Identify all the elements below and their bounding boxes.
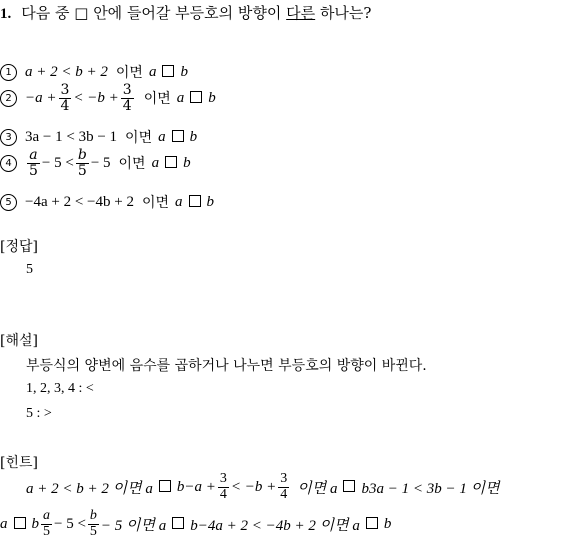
fraction-denominator: 4 xyxy=(122,97,132,114)
hint-segment: a + 2 < b + 2 이면 a xyxy=(26,480,153,497)
hint-segment: < −b + xyxy=(230,478,277,495)
question-text-after: 하나는? xyxy=(319,4,372,22)
blank-box xyxy=(159,480,171,492)
answer-value: 5 xyxy=(26,262,33,277)
choice-marker: 2 xyxy=(0,90,17,107)
blank-box xyxy=(172,517,184,529)
fraction-numerator: 3 xyxy=(219,471,227,486)
var-a: a xyxy=(158,128,166,145)
fraction-denominator: 5 xyxy=(89,523,97,539)
choice-marker: 1 xyxy=(0,64,17,81)
fraction-denominator: 5 xyxy=(77,162,87,179)
fraction-numerator: a xyxy=(29,147,38,163)
fraction-numerator: 3 xyxy=(280,471,288,486)
hint-segment: − 5 이면 a xyxy=(100,517,167,534)
fraction-numerator: b xyxy=(77,147,87,163)
hint-segment: a xyxy=(0,515,8,532)
blank-box xyxy=(162,65,174,77)
hint-line-1 xyxy=(26,472,500,502)
fraction-denominator: 5 xyxy=(29,162,38,179)
fraction xyxy=(27,148,40,178)
choice-4[interactable] xyxy=(0,148,191,178)
var-a: a xyxy=(176,89,185,106)
choice-expression-post: − 5 xyxy=(90,154,111,171)
fraction-numerator: 3 xyxy=(122,82,132,98)
choice-5[interactable] xyxy=(0,192,214,212)
fraction xyxy=(41,509,52,539)
blank-box xyxy=(14,517,26,529)
var-a: a xyxy=(175,193,183,210)
hint-segment: 이면 a xyxy=(297,480,338,497)
choice-suffix: 이면 xyxy=(118,156,146,173)
fraction xyxy=(76,148,89,178)
blank-box xyxy=(343,480,355,492)
var-b: b xyxy=(208,89,216,106)
choice-suffix: 이면 xyxy=(115,65,143,81)
blank-box xyxy=(172,130,184,142)
explanation-label: [해설] xyxy=(0,333,38,349)
choice-expression: −4a + 2 < −4b + 2 xyxy=(25,193,134,210)
choice-expression-mid: − 5 < xyxy=(41,154,74,171)
question-title xyxy=(0,2,371,23)
choice-marker: 4 xyxy=(0,155,17,172)
choice-expression: a + 2 < b + 2 xyxy=(25,63,108,80)
hint-segment: − 5 < xyxy=(54,515,86,532)
fraction-numerator: b xyxy=(89,508,97,523)
fraction xyxy=(121,83,134,113)
fraction xyxy=(88,509,99,539)
fraction xyxy=(218,472,229,502)
blank-box xyxy=(190,91,202,103)
choice-expression-pre: −a + xyxy=(25,89,57,106)
fraction xyxy=(59,83,72,113)
hint-segment: b3a − 1 < 3b − 1 이면 xyxy=(361,480,500,497)
answer-label: [정답] xyxy=(0,239,38,255)
explanation-line-3: 5 : > xyxy=(26,406,52,421)
choice-suffix: 이면 xyxy=(141,195,170,211)
fraction-denominator: 4 xyxy=(219,486,227,502)
choice-marker: 5 xyxy=(0,194,17,211)
hint-line-2 xyxy=(0,509,391,539)
hint-segment: b xyxy=(383,515,392,532)
choice-suffix: 이면 xyxy=(143,91,171,108)
question-text-before: 다음 중 □ 안에 들어갈 부등호의 방향이 xyxy=(21,4,282,22)
var-b: b xyxy=(180,63,188,80)
fraction-numerator: a xyxy=(43,508,50,523)
var-b: b xyxy=(206,193,215,210)
explanation-line-2: 1, 2, 3, 4 : < xyxy=(26,381,94,396)
var-b: b xyxy=(189,128,198,145)
fraction-denominator: 4 xyxy=(60,97,70,114)
choice-2[interactable] xyxy=(0,83,216,113)
var-a: a xyxy=(151,154,160,171)
blank-box xyxy=(366,517,378,529)
blank-box xyxy=(165,156,177,168)
var-b: b xyxy=(183,154,191,171)
fraction-denominator: 4 xyxy=(280,486,288,502)
fraction-denominator: 5 xyxy=(43,523,50,539)
choice-1[interactable] xyxy=(0,62,188,82)
choice-expression-mid: < −b + xyxy=(73,89,119,106)
choice-expression: 3a − 1 < 3b − 1 xyxy=(25,128,118,145)
question-underlined-word: 다른 xyxy=(286,4,316,22)
question-number: 1. xyxy=(0,6,12,22)
choice-3[interactable] xyxy=(0,127,197,147)
hint-segment: b−a + xyxy=(176,478,216,495)
hint-segment: b−4a + 2 < −4b + 2 이면 a xyxy=(190,517,360,534)
fraction-numerator: 3 xyxy=(60,82,70,98)
fraction xyxy=(278,472,289,502)
hint-label: [힌트] xyxy=(0,455,38,471)
var-a: a xyxy=(148,63,157,80)
blank-box xyxy=(189,195,201,207)
choice-marker: 3 xyxy=(0,129,17,146)
explanation-line-1: 부등식의 양변에 음수를 곱하거나 나누면 부등호의 방향이 바뀐다. xyxy=(26,358,427,374)
choice-suffix: 이면 xyxy=(125,130,153,146)
hint-segment: b xyxy=(31,515,39,532)
